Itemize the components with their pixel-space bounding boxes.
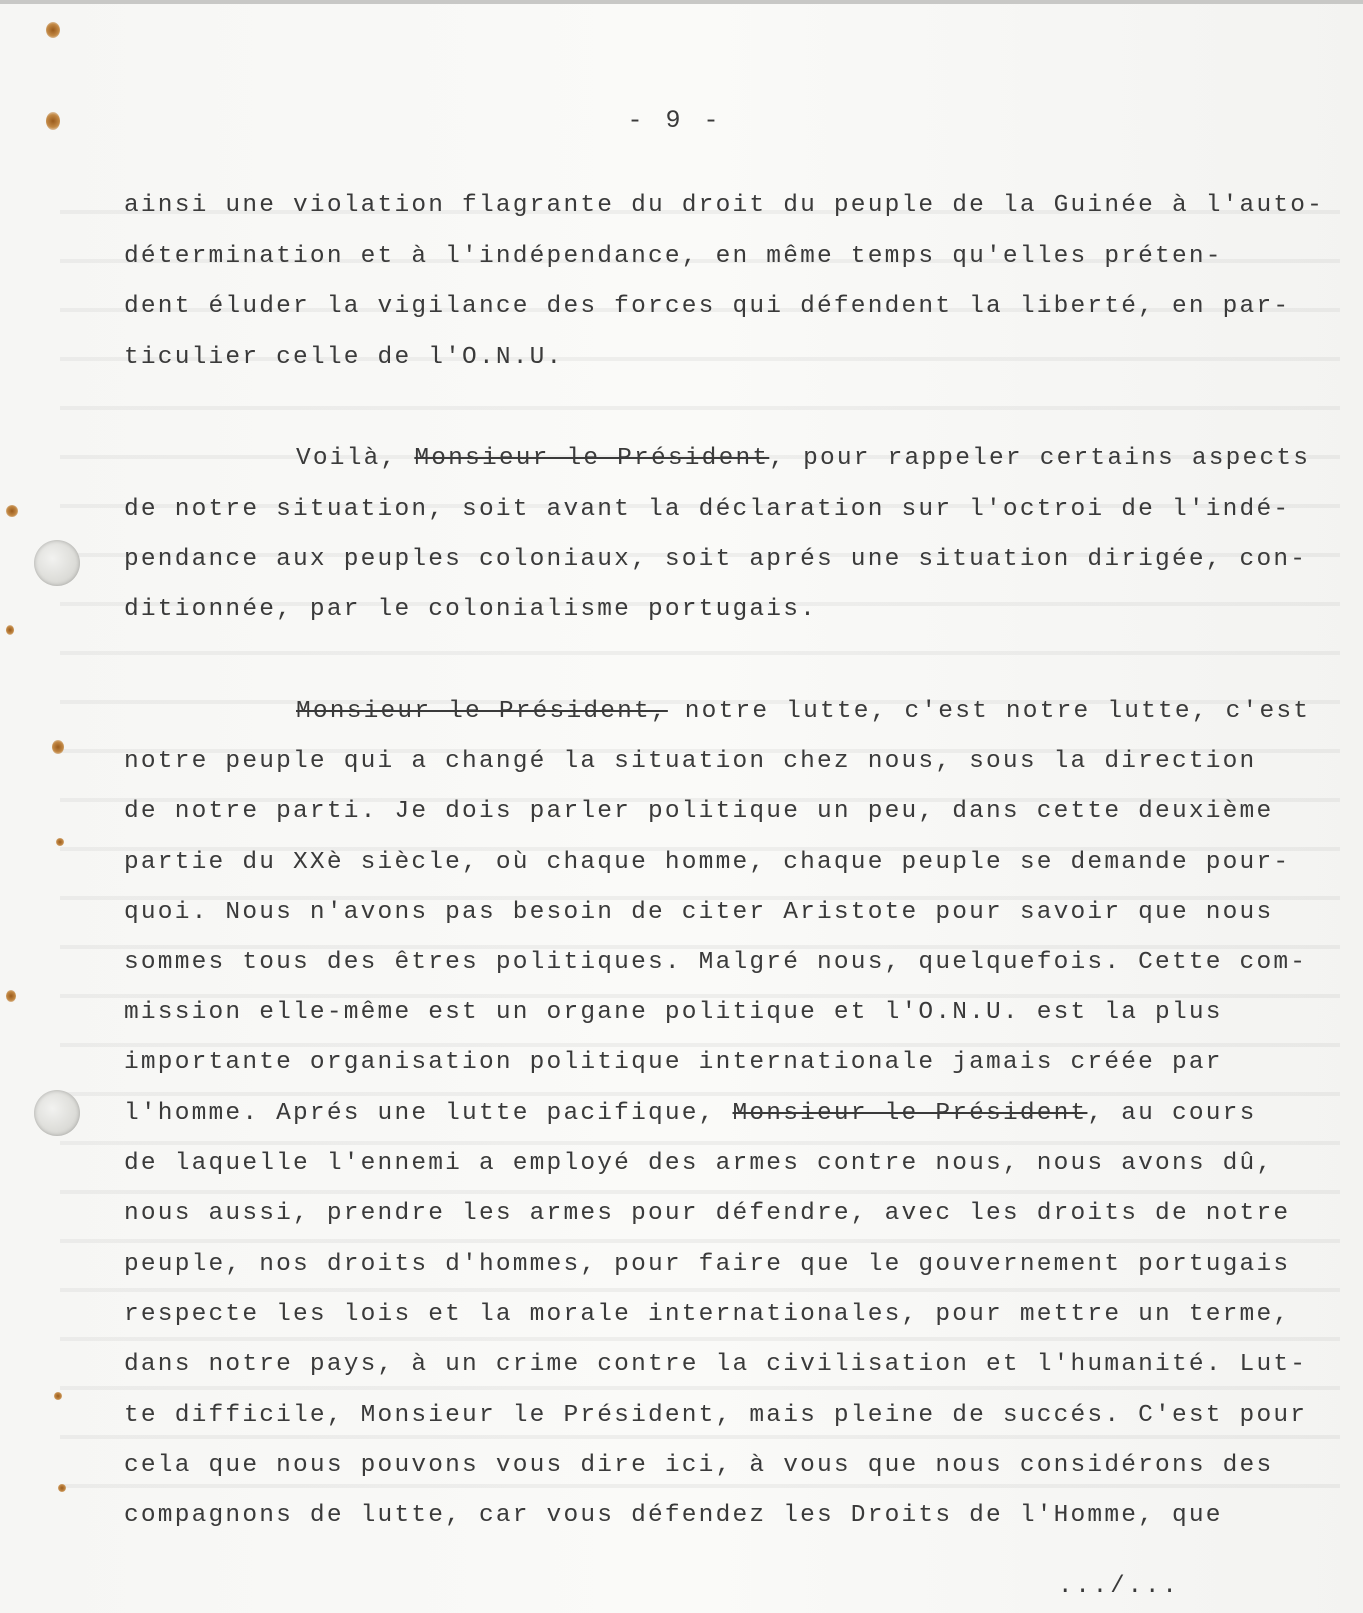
- text-segment: ditionnée, par le colonialisme portugais.: [124, 596, 817, 623]
- text-line: [124, 540, 1307, 580]
- text-line: [124, 287, 1290, 327]
- text-segment: partie du XXè siècle, où chaque homme, chaque peuple se demande pour-: [124, 849, 1291, 876]
- punch-hole: [34, 540, 80, 586]
- text-line: [124, 1496, 1223, 1536]
- text-segment: dans notre pays, à un crime contre la civilisation et l'humanité. Lut-: [124, 1351, 1308, 1378]
- text-line: [124, 943, 1307, 983]
- page-number: - 9 -: [627, 106, 723, 135]
- text-line: [124, 1094, 1256, 1134]
- struck-text: Monsieur le Président: [732, 1100, 1088, 1127]
- text-segment: Voilà,: [296, 445, 415, 472]
- text-line: [124, 1245, 1290, 1285]
- text-line: [124, 792, 1273, 832]
- text-line: [296, 439, 1310, 479]
- text-line: [124, 490, 1290, 530]
- text-segment: quoi. Nous n'avons pas besoin de citer Aristote pour savoir que nous: [124, 899, 1274, 926]
- text-line: [124, 1194, 1290, 1234]
- rust-spot: [6, 625, 14, 635]
- text-segment: , au cours: [1087, 1100, 1257, 1127]
- rust-spot: [6, 505, 18, 517]
- rust-spot: [54, 1392, 62, 1400]
- text-segment: notre peuple qui a changé la situation chez nous, sous la direction: [124, 748, 1257, 775]
- rust-spot: [46, 22, 60, 38]
- top-edge: [0, 0, 1363, 4]
- text-line: [124, 742, 1256, 782]
- text-segment: mission elle-même est un organe politique et l'O.N.U. est la plus: [124, 999, 1223, 1026]
- text-line: [124, 843, 1290, 883]
- text-line: [124, 993, 1223, 1033]
- text-line: [124, 338, 563, 378]
- text-segment: cela que nous pouvons vous dire ici, à vous que nous considérons des: [124, 1452, 1274, 1479]
- struck-text: Monsieur le Président,: [296, 698, 668, 725]
- text-segment: de notre situation, soit avant la déclaration sur l'octroi de l'indé-: [124, 496, 1291, 523]
- text-segment: , pour rappeler certains aspects: [769, 445, 1311, 472]
- text-line: [124, 186, 1324, 226]
- text-segment: de notre parti. Je dois parler politique un peu, dans cette deuxième: [124, 798, 1274, 825]
- text-segment: respecte les lois et la morale internationales, pour mettre un terme,: [124, 1301, 1291, 1328]
- text-segment: peuple, nos droits d'hommes, pour faire que le gouvernement portugais: [124, 1251, 1291, 1278]
- text-line: [124, 1396, 1307, 1436]
- rust-spot: [52, 740, 64, 754]
- text-line: [124, 1446, 1273, 1486]
- text-segment: sommes tous des êtres politiques. Malgré nous, quelquefois. Cette com-: [124, 949, 1308, 976]
- text-line: [296, 692, 1310, 732]
- continuation-mark: .../...: [1058, 1573, 1180, 1600]
- struck-text: Monsieur le Président: [414, 445, 770, 472]
- text-line: [124, 590, 817, 630]
- text-line: [124, 1345, 1307, 1385]
- text-segment: ainsi une violation flagrante du droit du peuple de la Guinée à l'auto-: [124, 192, 1325, 219]
- text-segment: ticulier celle de l'O.N.U.: [124, 344, 564, 371]
- text-line: [124, 893, 1273, 933]
- rust-spot: [58, 1484, 66, 1492]
- text-line: [124, 237, 1223, 277]
- text-segment: pendance aux peuples coloniaux, soit aprés une situation dirigée, con-: [124, 546, 1308, 573]
- text-line: [124, 1295, 1290, 1335]
- text-segment: l'homme. Aprés une lutte pacifique,: [124, 1100, 733, 1127]
- text-segment: dent éluder la vigilance des forces qui défendent la liberté, en par-: [124, 293, 1291, 320]
- text-segment: nous aussi, prendre les armes pour défendre, avec les droits de notre: [124, 1200, 1291, 1227]
- punch-hole: [34, 1090, 80, 1136]
- text-segment: compagnons de lutte, car vous défendez les Droits de l'Homme, que: [124, 1502, 1223, 1529]
- rust-spot: [6, 990, 16, 1002]
- text-segment: notre lutte, c'est notre lutte, c'est: [667, 698, 1311, 725]
- text-segment: de laquelle l'ennemi a employé des armes contre nous, nous avons dû,: [124, 1150, 1274, 1177]
- text-segment: importante organisation politique internationale jamais créée par: [124, 1049, 1223, 1076]
- rust-spot: [56, 838, 64, 846]
- text-segment: détermination et à l'indépendance, en même temps qu'elles préten-: [124, 243, 1223, 270]
- text-segment: te difficile, Monsieur le Président, mais pleine de succés. C'est pour: [124, 1402, 1308, 1429]
- text-line: [124, 1144, 1273, 1184]
- text-line: [124, 1043, 1223, 1083]
